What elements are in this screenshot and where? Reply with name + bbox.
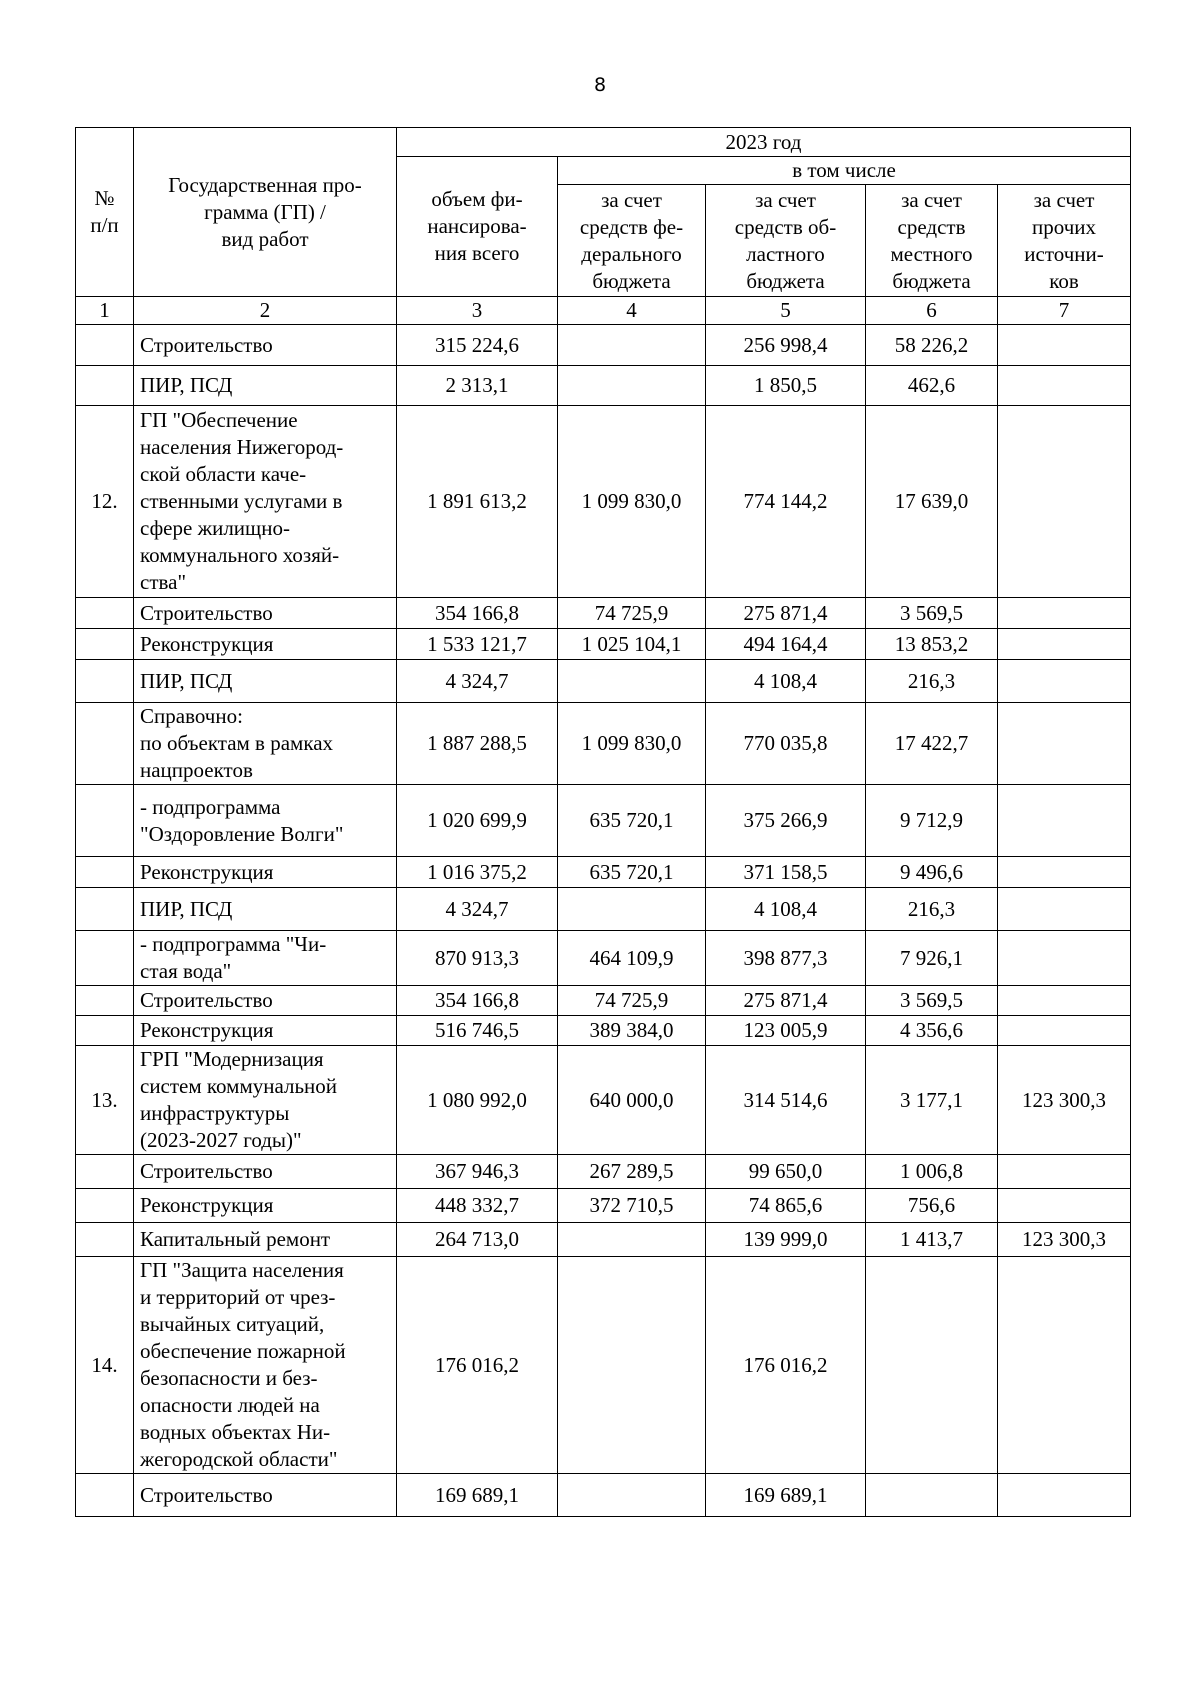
row-number (76, 703, 134, 785)
row-federal: 1 099 830,0 (558, 703, 706, 785)
row-number (76, 660, 134, 703)
row-name: Капитальный ремонт (134, 1223, 397, 1257)
row-regional: 169 689,1 (706, 1474, 866, 1517)
header-regional: за счет средств об- ластного бюджета (706, 185, 866, 297)
row-number (76, 1155, 134, 1189)
row-regional: 314 514,6 (706, 1046, 866, 1155)
column-number: 1 (76, 297, 134, 325)
row-federal: 640 000,0 (558, 1046, 706, 1155)
table-row (76, 598, 1131, 629)
row-federal: 464 109,9 (558, 931, 706, 986)
row-other (998, 406, 1131, 598)
header-program: Государственная про- грамма (ГП) / вид работ (134, 128, 397, 297)
row-federal: 1 025 104,1 (558, 629, 706, 660)
column-number: 6 (866, 297, 998, 325)
row-total: 1 533 121,7 (397, 629, 558, 660)
row-local: 17 422,7 (866, 703, 998, 785)
row-local: 1 413,7 (866, 1223, 998, 1257)
row-local: 9 496,6 (866, 857, 998, 888)
row-local: 4 356,6 (866, 1016, 998, 1046)
row-number (76, 629, 134, 660)
row-number (76, 857, 134, 888)
row-name: Строительство (134, 325, 397, 366)
table-row (76, 1189, 1131, 1223)
row-total: 176 016,2 (397, 1257, 558, 1474)
row-other (998, 366, 1131, 406)
row-local: 216,3 (866, 660, 998, 703)
row-regional: 275 871,4 (706, 598, 866, 629)
row-number (76, 1223, 134, 1257)
row-federal (558, 1257, 706, 1474)
row-local: 58 226,2 (866, 325, 998, 366)
header-num: № п/п (76, 128, 134, 297)
column-number: 2 (134, 297, 397, 325)
row-name: Реконструкция (134, 1189, 397, 1223)
row-total: 1 016 375,2 (397, 857, 558, 888)
row-total: 4 324,7 (397, 660, 558, 703)
row-other (998, 1155, 1131, 1189)
column-number: 3 (397, 297, 558, 325)
header-federal: за счет средств фе- дерального бюджета (558, 185, 706, 297)
row-regional: 4 108,4 (706, 888, 866, 931)
row-regional: 398 877,3 (706, 931, 866, 986)
row-other (998, 598, 1131, 629)
header-local: за счет средств местного бюджета (866, 185, 998, 297)
row-total: 1 891 613,2 (397, 406, 558, 598)
table-row (76, 857, 1131, 888)
row-number (76, 1189, 134, 1223)
row-other: 123 300,3 (998, 1046, 1131, 1155)
row-number (76, 598, 134, 629)
column-number: 7 (998, 297, 1131, 325)
row-local: 3 569,5 (866, 986, 998, 1016)
row-number (76, 1016, 134, 1046)
table-row (76, 406, 1131, 598)
row-federal: 635 720,1 (558, 857, 706, 888)
row-total: 367 946,3 (397, 1155, 558, 1189)
row-local: 1 006,8 (866, 1155, 998, 1189)
row-local: 462,6 (866, 366, 998, 406)
row-federal: 635 720,1 (558, 785, 706, 857)
table-row (76, 1223, 1131, 1257)
row-local: 17 639,0 (866, 406, 998, 598)
row-total: 516 746,5 (397, 1016, 558, 1046)
table-row (76, 366, 1131, 406)
table-row (76, 1257, 1131, 1474)
row-number: 12. (76, 406, 134, 598)
row-other (998, 703, 1131, 785)
row-regional: 1 850,5 (706, 366, 866, 406)
row-local: 3 177,1 (866, 1046, 998, 1155)
table-row (76, 703, 1131, 785)
row-regional: 139 999,0 (706, 1223, 866, 1257)
row-federal (558, 1474, 706, 1517)
page-number: 8 (593, 74, 607, 96)
row-total: 1 020 699,9 (397, 785, 558, 857)
row-other (998, 785, 1131, 857)
row-name: ПИР, ПСД (134, 366, 397, 406)
row-other (998, 1189, 1131, 1223)
row-name: - подпрограмма "Чи- стая вода" (134, 931, 397, 986)
row-total: 354 166,8 (397, 986, 558, 1016)
row-number (76, 366, 134, 406)
row-local: 3 569,5 (866, 598, 998, 629)
row-name: Реконструкция (134, 1016, 397, 1046)
row-regional: 74 865,6 (706, 1189, 866, 1223)
row-federal: 372 710,5 (558, 1189, 706, 1223)
row-name: Строительство (134, 986, 397, 1016)
row-other (998, 1016, 1131, 1046)
row-name: ГП "Обеспечение населения Нижегород- ской области каче- ственными услугами в сфере жилищно- коммунального хозяй- ства" (134, 406, 397, 598)
table-row (76, 1474, 1131, 1517)
row-name: Реконструкция (134, 629, 397, 660)
row-federal: 74 725,9 (558, 986, 706, 1016)
row-federal: 389 384,0 (558, 1016, 706, 1046)
row-local: 7 926,1 (866, 931, 998, 986)
header-other: за счет прочих источни- ков (998, 185, 1131, 297)
row-other (998, 660, 1131, 703)
row-local: 13 853,2 (866, 629, 998, 660)
row-federal (558, 888, 706, 931)
row-other: 123 300,3 (998, 1223, 1131, 1257)
table-row (76, 1155, 1131, 1189)
table-row (76, 888, 1131, 931)
row-federal (558, 366, 706, 406)
row-name: Реконструкция (134, 857, 397, 888)
row-regional: 375 266,9 (706, 785, 866, 857)
row-name: - подпрограмма "Оздоровление Волги" (134, 785, 397, 857)
row-number (76, 931, 134, 986)
row-total: 169 689,1 (397, 1474, 558, 1517)
row-federal: 1 099 830,0 (558, 406, 706, 598)
row-total: 354 166,8 (397, 598, 558, 629)
row-name: Справочно: по объектам в рамках нацпроектов (134, 703, 397, 785)
row-name: ГП "Защита населения и территорий от чрез- вычайных ситуаций, обеспечение пожарной безопасности и без- опасности людей на водных объектах Ни- жегородской области" (134, 1257, 397, 1474)
row-local: 756,6 (866, 1189, 998, 1223)
row-total: 448 332,7 (397, 1189, 558, 1223)
row-name: Строительство (134, 1155, 397, 1189)
row-regional: 256 998,4 (706, 325, 866, 366)
row-number: 14. (76, 1257, 134, 1474)
header-year: 2023 год (397, 128, 1131, 157)
row-other (998, 325, 1131, 366)
row-federal (558, 1223, 706, 1257)
table-row (76, 325, 1131, 366)
row-name: ГРП "Модернизация систем коммунальной инфраструктуры (2023-2027 годы)" (134, 1046, 397, 1155)
table-row (76, 986, 1131, 1016)
row-number (76, 325, 134, 366)
table-row (76, 660, 1131, 703)
row-name: ПИР, ПСД (134, 888, 397, 931)
row-number (76, 1474, 134, 1517)
row-total: 870 913,3 (397, 931, 558, 986)
row-regional: 371 158,5 (706, 857, 866, 888)
row-total: 2 313,1 (397, 366, 558, 406)
table-row (76, 1046, 1131, 1155)
row-regional: 99 650,0 (706, 1155, 866, 1189)
row-local: 9 712,9 (866, 785, 998, 857)
row-total: 315 224,6 (397, 325, 558, 366)
row-total: 1 080 992,0 (397, 1046, 558, 1155)
row-total: 264 713,0 (397, 1223, 558, 1257)
row-federal (558, 660, 706, 703)
row-regional: 770 035,8 (706, 703, 866, 785)
row-number (76, 986, 134, 1016)
row-regional: 275 871,4 (706, 986, 866, 1016)
row-regional: 774 144,2 (706, 406, 866, 598)
row-federal (558, 325, 706, 366)
row-local (866, 1257, 998, 1474)
table-row (76, 1016, 1131, 1046)
table-row (76, 931, 1131, 986)
row-regional: 123 005,9 (706, 1016, 866, 1046)
row-local: 216,3 (866, 888, 998, 931)
row-federal: 267 289,5 (558, 1155, 706, 1189)
row-number (76, 785, 134, 857)
row-other (998, 1257, 1131, 1474)
row-regional: 4 108,4 (706, 660, 866, 703)
row-other (998, 986, 1131, 1016)
row-regional: 494 164,4 (706, 629, 866, 660)
row-other (998, 1474, 1131, 1517)
row-name: ПИР, ПСД (134, 660, 397, 703)
column-number: 5 (706, 297, 866, 325)
header-total: объем фи- нансирова- ния всего (397, 157, 558, 297)
table-row (76, 629, 1131, 660)
row-name: Строительство (134, 1474, 397, 1517)
header-including: в том числе (558, 157, 1131, 185)
row-regional: 176 016,2 (706, 1257, 866, 1474)
row-federal: 74 725,9 (558, 598, 706, 629)
row-total: 4 324,7 (397, 888, 558, 931)
row-local (866, 1474, 998, 1517)
financing-table (75, 127, 1131, 1517)
table-row (76, 785, 1131, 857)
row-other (998, 931, 1131, 986)
row-total: 1 887 288,5 (397, 703, 558, 785)
row-number (76, 888, 134, 931)
row-number: 13. (76, 1046, 134, 1155)
column-number: 4 (558, 297, 706, 325)
row-other (998, 857, 1131, 888)
row-other (998, 888, 1131, 931)
row-other (998, 629, 1131, 660)
row-name: Строительство (134, 598, 397, 629)
